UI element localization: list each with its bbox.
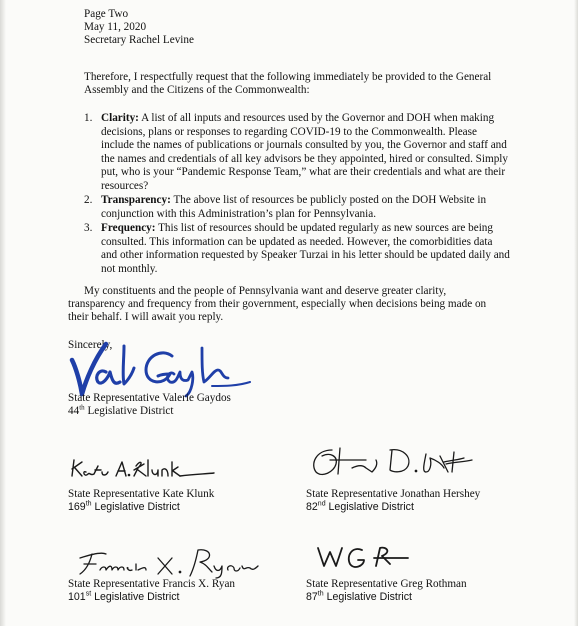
signatory-ryan-district	[68, 591, 179, 605]
signature-klunk	[68, 456, 218, 482]
request-number: 1.	[84, 112, 93, 124]
district-ordinal: th	[79, 403, 85, 412]
request-text: The above list of resources be publicly posted on the DOH Website in conjunction with this Administration’s plan for Pennsylvania.	[101, 194, 487, 220]
request-body	[101, 112, 511, 194]
closing-line-1: My constituents and the people of Pennsylvania want and deserve greater clarity,	[84, 285, 447, 297]
request-text: This list of resources should be updated regularly as new sources are being consulted. This information can be updated as needed. However, the comorbidities data and other information requested by Speaker Turzai in his letter should be updated daily and not monthly.	[101, 222, 510, 275]
district-ordinal: nd	[317, 500, 326, 508]
request-body	[101, 194, 511, 221]
closing-line-3: their behalf. I will await you reply.	[68, 311, 224, 323]
district-label: Legislative District	[84, 405, 174, 417]
header-page-label: Page Two	[84, 8, 129, 20]
signatory-hershey-district	[306, 501, 414, 515]
request-title: Frequency:	[101, 222, 156, 234]
request-number: 3.	[84, 222, 93, 234]
signatory-klunk-title: State Representative Kate Klunk	[68, 488, 215, 500]
district-number: 101	[68, 591, 86, 603]
signatory-klunk-district	[68, 501, 180, 515]
signatory-ryan-title: State Representative Francis X. Ryan	[68, 578, 236, 590]
request-text: A list of all inputs and resources used by the Governor and DOH when making decisions, plans or responses to regarding COVID-19 to the Commonwealth. Please include the names of publications or journals consulted by you, the Governor and staff and the names and credentials of all key advisors be they appointed, hired or consulted. Simply put, who is your “Pandemic Response Team,” what are their credentials and what are their resources?	[101, 112, 508, 192]
signatory-rothman-district	[306, 591, 412, 605]
header-recipient: Secretary Rachel Levine	[84, 34, 194, 46]
district-label: Legislative District	[91, 501, 180, 513]
intro-line-1: Therefore, I respectfully request that the following immediately be provided to the General	[84, 71, 492, 83]
sincerely-label: Sincerely,	[68, 339, 113, 351]
district-number: 87	[306, 591, 318, 603]
district-number: 82	[306, 501, 318, 513]
district-ordinal: st	[85, 590, 92, 598]
header-date: May 11, 2020	[84, 21, 147, 33]
signature-hershey	[306, 442, 476, 482]
request-body	[101, 222, 511, 276]
request-number: 2.	[84, 194, 93, 206]
closing-line-2: transparency and frequency from their government, especially when decisions being made on	[68, 298, 487, 310]
district-ordinal: th	[85, 500, 92, 508]
signature-gaydos	[62, 338, 262, 400]
district-label: Legislative District	[91, 591, 180, 603]
page-edge-shadow-right	[574, 0, 578, 626]
signatory-gaydos-title: State Representative Valerie Gaydos	[68, 392, 231, 404]
district-ordinal: th	[317, 590, 324, 598]
intro-line-2: Assembly and the Citizens of the Commonwealth:	[84, 84, 310, 96]
signatory-gaydos-district	[68, 405, 174, 419]
district-label: Legislative District	[325, 501, 414, 513]
request-list	[84, 112, 514, 275]
district-number: 169	[68, 501, 86, 513]
signatory-rothman-title: State Representative Greg Rothman	[306, 578, 467, 590]
district-label: Legislative District	[323, 591, 412, 603]
page-edge-shadow	[0, 0, 6, 626]
request-title: Transparency:	[101, 194, 171, 206]
district-number: 44	[68, 405, 80, 417]
signature-ryan	[72, 544, 272, 580]
signatory-hershey-title: State Representative Jonathan Hershey	[306, 488, 481, 500]
signature-rothman	[314, 544, 414, 570]
request-title: Clarity:	[101, 112, 139, 124]
